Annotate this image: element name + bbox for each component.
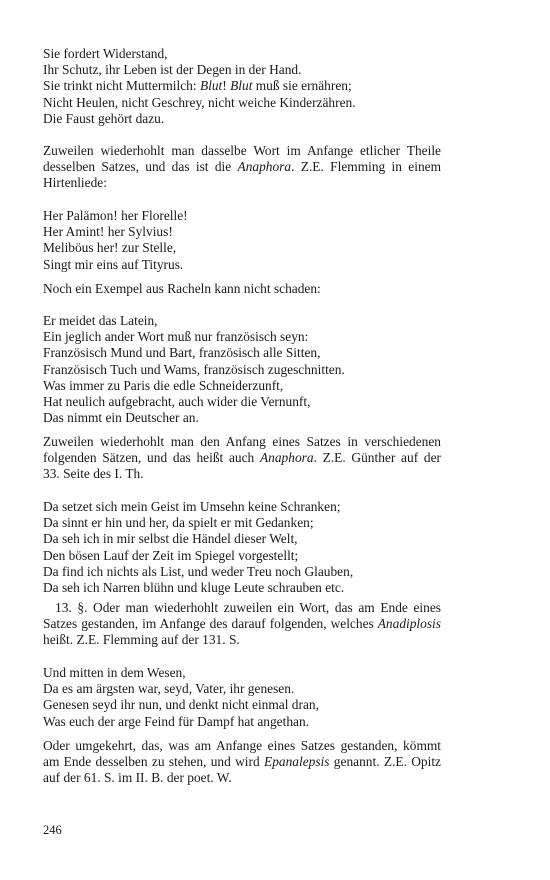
verse-line: Her Palämon! her Florelle! [43,208,188,223]
paragraph-text: folgenden Sätzen, und das heißt auch [43,450,260,466]
verse-line: Das nimmt ein Deutscher an. [43,410,199,426]
verse-line: Singt mir eins auf Tityrus. [43,256,184,272]
emphasis-blut: Blut [199,78,223,94]
verse-line: Da seh ich in mir selbst die Händel dieser Welt, [43,531,298,547]
paragraph-line: Zuweilen wiederhohlt man den Anfang eines Satzes in verschiedenen [43,434,441,449]
verse-line [43,78,441,94]
paragraph-line [43,616,441,632]
verse-quote-latein [43,313,441,426]
paragraph-line [43,754,441,770]
verse-line: Da es am ärgsten war, seyd, Vater, ihr genesen. [43,681,295,697]
paragraph-epanalepsis [43,738,441,787]
term-epanalepsis: Epanalepsis [264,754,330,770]
verse-line: Ihr Schutz, ihr Leben ist der Degen in der Hand. [43,62,302,78]
verse-quote-widerstand [43,46,441,127]
verse-line: Da sinnt er hin und her, da spielt er mit Gedanken; [43,515,314,531]
paragraph-text: am Ende desselben zu stehen, und wird [43,754,265,770]
paragraph-line [43,450,441,466]
term-anaphora: Anaphora [259,450,314,466]
verse-line: Französisch Tuch und Wams, französisch zugeschnitten. [43,361,345,377]
verse-line: Meliböus her! zur Stelle, [43,240,177,256]
verse-quote-geist [43,499,441,596]
paragraph-line: auf der 61. S. im II. B. der poet. W. [43,770,232,786]
verse-line: Da find ich nichts als List, und weder Treu noch Glauben, [43,563,354,579]
paragraph-line: Oder umgekehrt, das, was am Anfange eines Satzes gestanden, kömmt [43,738,441,753]
verse-quote-palaemon [43,208,441,273]
paragraph-line: heißt. Z.E. Flemming auf der 131. S. [43,632,240,648]
verse-line: Was euch der arge Feind für Dampf hat angethan. [43,713,310,729]
paragraph-line: Zuweilen wiederhohlt man dasselbe Wort im Anfange etlicher Theile [43,143,441,158]
paragraph-text: desselben Satzes, und das ist die [43,159,238,175]
paragraph-text: Satzes gestanden, im Anfange des darauf folgenden, welches [43,616,378,632]
verse-line: Sie fordert Widerstand, [43,46,168,61]
verse-line: Französisch Mund und Bart, französisch alle Sitten, [43,345,321,361]
paragraph-anaphora-flemming [43,143,441,192]
verse-line: Und mitten in dem Wesen, [43,665,186,680]
paragraph-line [43,159,441,175]
verse-line: Er meidet das Latein, [43,313,158,328]
verse-line: Die Faust gehört dazu. [43,110,165,126]
page-number: 246 [43,823,62,837]
emphasis-blut: Blut [230,78,253,94]
verse-line: Den bösen Lauf der Zeit im Spiegel vorgestellt; [43,547,299,563]
verse-text: muß sie ernähren; [252,78,352,94]
verse-line: Nicht Heulen, nicht Geschrey, nicht weiche Kinderzähren. [43,94,356,110]
verse-line: Her Amint! her Sylvius! [43,224,173,240]
paragraph-section-13 [43,600,441,649]
term-anaphora: Anaphora [237,159,292,175]
paragraph-racheln [43,281,441,297]
verse-text: ! [222,78,231,94]
paragraph-line: 13. §. Oder man wiederhohlt zuweilen ein Wort, das am Ende eines [55,600,441,615]
paragraph-text: genannt. Z.E. Opitz [329,754,441,770]
verse-text: Sie trinkt nicht Muttermilch: [43,78,200,94]
paragraph-line: Noch ein Exempel aus Racheln kann nicht schaden: [43,281,321,296]
paragraph-text: . Z.E. Flemming in einem [291,159,442,175]
verse-line: Ein jeglich ander Wort muß nur französisch seyn: [43,329,309,345]
paragraph-anaphora-guenther [43,434,441,483]
paragraph-line: Hirtenliede: [43,175,107,191]
paragraph-text: . Z.E. Günther auf der [313,450,441,466]
verse-quote-wesen [43,665,441,730]
verse-line: Was immer zu Paris die edle Schneiderzunft, [43,377,284,393]
paragraph-line: 33. Seite des I. Th. [43,466,144,482]
verse-line: Da setzet sich mein Geist im Umsehn keine Schranken; [43,499,341,514]
verse-line: Hat neulich aufgebracht, auch wider die Vernunft, [43,394,311,410]
term-anadiplosis: Anadiplosis [377,616,441,632]
verse-line: Da seh ich Narren blühn und kluge Leute schrauben etc. [43,580,345,596]
verse-line: Genesen seyd ihr nun, und denkt nicht einmal dran, [43,697,319,713]
